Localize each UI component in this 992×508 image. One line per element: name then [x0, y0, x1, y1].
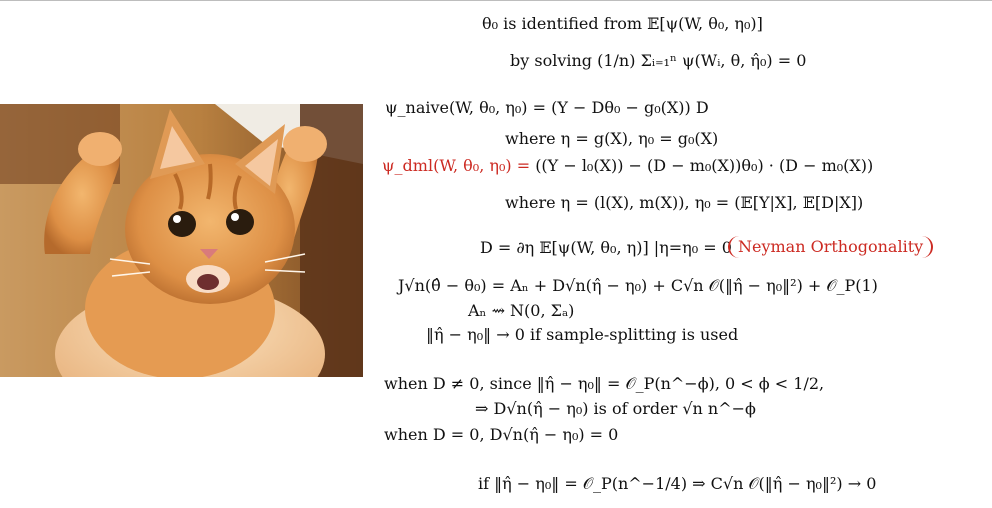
math-line-estimating-equation: by solving (1/n) Σᵢ₌₁ⁿ ψ(Wᵢ, θ, η̂₀) = 0: [510, 51, 807, 70]
math-line-psi-naive: ψ_naive(W, θ₀, η₀) = (Y − Dθ₀ − g₀(X)) D: [385, 98, 709, 117]
math-line-order-implication: ⇒ D√n(η̂ − η₀) is of order √n n^−ϕ: [475, 399, 756, 418]
neyman-orthogonality-note: [728, 236, 933, 258]
top-divider: [0, 0, 992, 1]
math-line-expansion: J√n(θ̂ − θ₀) = Aₙ + D√n(η̂ − η₀) + C√n 𝒪(‖η̂ − η₀‖²) + 𝒪_P(1): [398, 276, 878, 295]
math-line-orthogonality-condition: D = ∂η 𝔼[ψ(W, θ₀, η)] |η=η₀ = 0: [480, 238, 732, 257]
math-line-dml-nuisance: where η = (l(X), m(X)), η₀ = (𝔼[Y|X], 𝔼[D|X]): [505, 193, 864, 212]
math-line-identification: θ₀ is identified from 𝔼[ψ(W, θ₀, η₀)]: [482, 14, 763, 33]
psi-dml-label: ψ_dml(W, θ₀, η₀) =: [382, 156, 536, 175]
math-line-sample-splitting: ‖η̂ − η₀‖ → 0 if sample-splitting is used: [426, 325, 739, 344]
math-line-case-nonzero: when D ≠ 0, since ‖η̂ − η₀‖ = 𝒪_P(n^−ϕ), 0 < ϕ < 1/2,: [384, 374, 825, 393]
cat-photo: [0, 104, 363, 377]
math-line-asymptotic-normality: Aₙ ⇝ N(0, Σₐ): [468, 301, 575, 320]
math-line-rate-condition: if ‖η̂ − η₀‖ = 𝒪_P(n^−1/4) ⇒ C√n 𝒪(‖η̂ − η₀‖²) → 0: [478, 474, 877, 493]
math-line-case-zero: when D = 0, D√n(η̂ − η₀) = 0: [384, 425, 619, 444]
neyman-orthogonality-label: Neyman Orthogonality: [728, 236, 933, 258]
psi-dml-expression: ((Y − l₀(X)) − (D − m₀(X))θ₀) · (D − m₀(X)): [535, 156, 874, 175]
math-line-psi-dml: [382, 156, 873, 176]
math-line-naive-nuisance: where η = g(X), η₀ = g₀(X): [505, 129, 719, 148]
